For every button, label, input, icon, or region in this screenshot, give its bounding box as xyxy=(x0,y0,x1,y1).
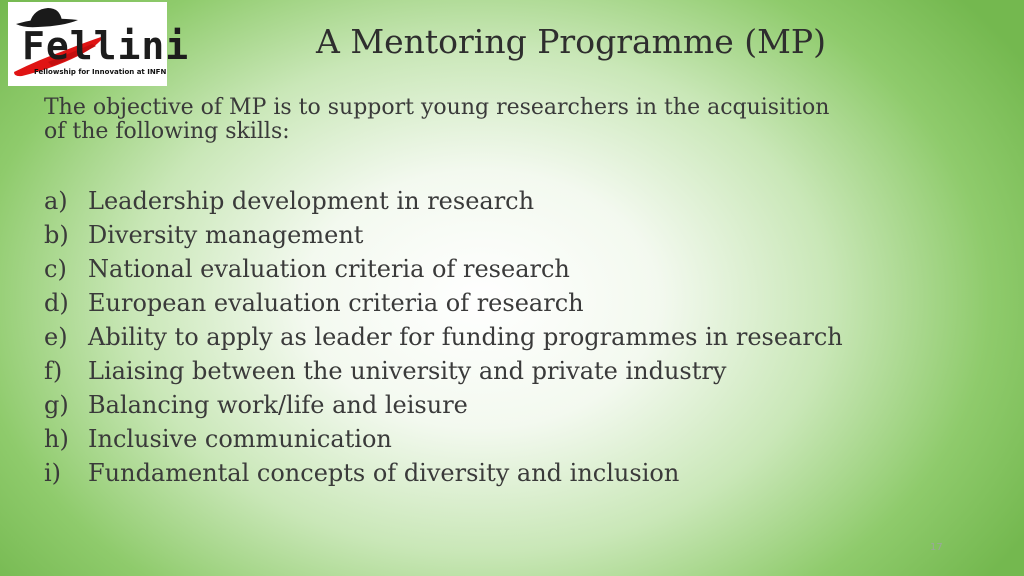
list-marker: a) xyxy=(44,187,68,215)
list-item xyxy=(44,422,843,456)
list-item-text: Fundamental concepts of diversity and inclusion xyxy=(88,459,680,487)
list-item-text: Ability to apply as leader for funding programmes in research xyxy=(88,323,843,351)
list-item-text: Liaising between the university and private industry xyxy=(88,357,727,385)
list-item xyxy=(44,184,843,218)
list-item xyxy=(44,354,843,388)
intro-line-1: The objective of MP is to support young researchers in the acquisition xyxy=(44,95,830,120)
list-item-text: European evaluation criteria of research xyxy=(88,289,584,317)
list-item-text: Balancing work/life and leisure xyxy=(88,391,468,419)
list-marker: c) xyxy=(44,255,67,283)
list-item xyxy=(44,218,843,252)
logo-wordmark: Fellini xyxy=(22,24,190,68)
list-item xyxy=(44,456,843,490)
page-number: 17 xyxy=(930,542,943,553)
list-item-text: National evaluation criteria of research xyxy=(88,255,570,283)
list-item-text: Inclusive communication xyxy=(88,425,392,453)
list-item xyxy=(44,252,843,286)
list-marker: e) xyxy=(44,323,68,351)
list-marker: f) xyxy=(44,357,63,385)
list-marker: d) xyxy=(44,289,69,317)
list-item xyxy=(44,320,843,354)
logo-tagline: Fellowship for Innovation at INFN xyxy=(34,68,167,76)
list-item-text: Diversity management xyxy=(88,221,364,249)
list-marker: g) xyxy=(44,391,69,419)
skills-list xyxy=(44,184,843,490)
list-marker: i) xyxy=(44,459,62,487)
list-marker: b) xyxy=(44,221,69,249)
list-item xyxy=(44,286,843,320)
slide-title: A Mentoring Programme (MP) xyxy=(316,22,826,61)
intro-paragraph xyxy=(44,96,1004,144)
list-marker: h) xyxy=(44,425,69,453)
list-item xyxy=(44,388,843,422)
fellini-logo xyxy=(8,2,190,86)
intro-line-2: of the following skills: xyxy=(44,119,290,144)
list-item-text: Leadership development in research xyxy=(88,187,535,215)
